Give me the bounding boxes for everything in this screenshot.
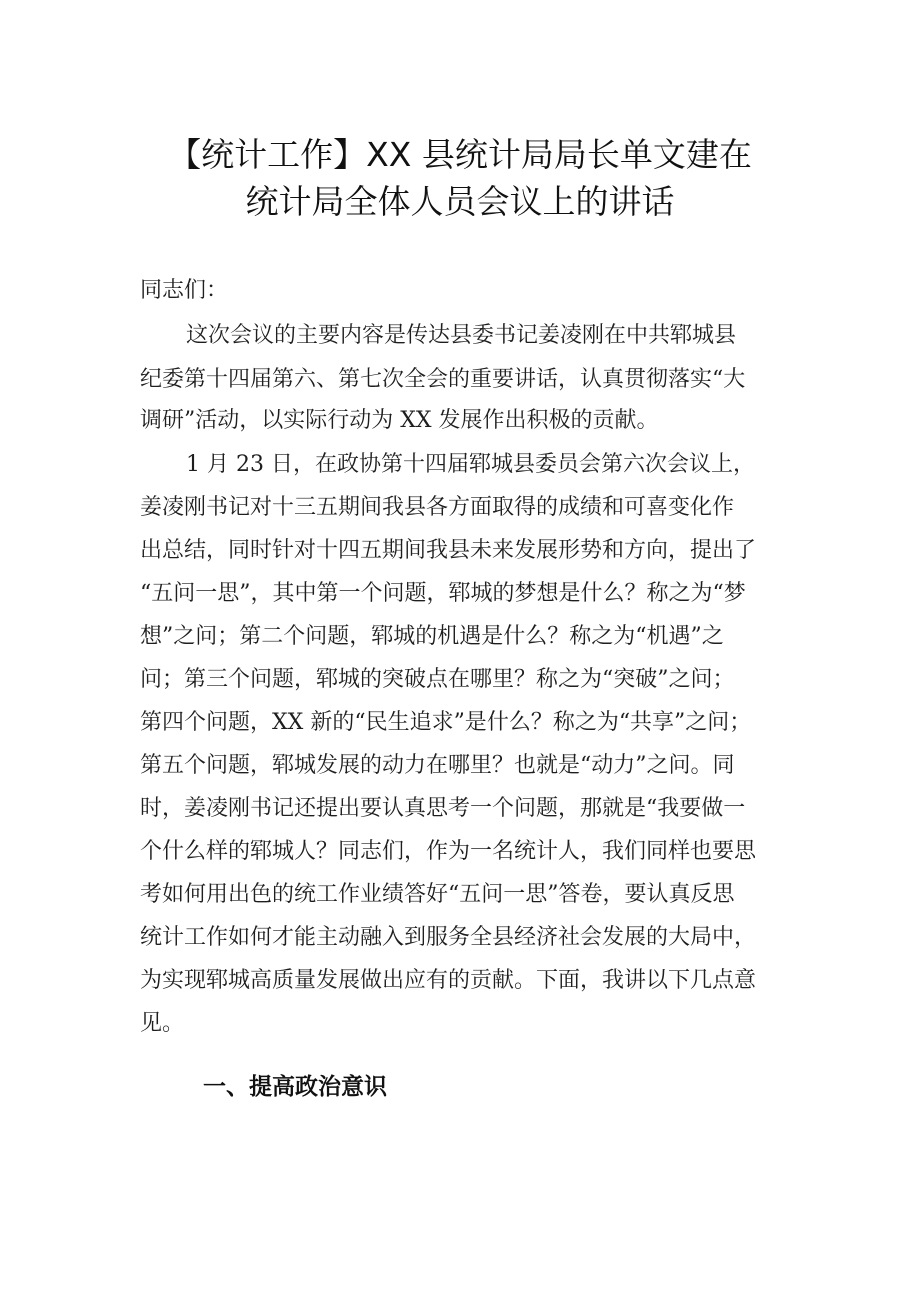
document-title-line-2: 统计局全体人员会议上的讲话 xyxy=(245,182,675,221)
paragraph-2-line-9: 时，姜凌刚书记还提出要认真思考一个问题，那就是“我要做一 xyxy=(140,796,746,821)
paragraph-2-line-5: 想”之问；第二个问题，郓城的机遇是什么？称之为“机遇”之 xyxy=(140,624,724,649)
paragraph-2-line-13: 为实现郓城高质量发展做出应有的贡献。下面，我讲以下几点意 xyxy=(140,968,757,993)
paragraph-2-line-6: 问；第三个问题，郓城的突破点在哪里？称之为“突破”之问； xyxy=(140,667,735,692)
paragraph-2-line-8: 第五个问题，郓城发展的动力在哪里？也就是“动力”之问。同 xyxy=(140,753,735,778)
paragraph-2-line-3: 出总结，同时针对十四五期间我县未来发展形势和方向，提出了 xyxy=(140,538,757,563)
paragraph-1-line-2: 纪委第十四届第六、第七次全会的重要讲话，认真贯彻落实“大 xyxy=(140,367,746,392)
paragraph-2-line-11: 考如何用出色的统工作业绩答好“五问一思”答卷，要认真反思 xyxy=(140,882,735,907)
paragraph-2-line-4: “五问一思”，其中第一个问题，郓城的梦想是什么？称之为“梦 xyxy=(140,581,746,606)
paragraph-2-line-10: 个什么样的郓城人？同志们，作为一名统计人，我们同样也要思 xyxy=(140,839,757,864)
document-title-line-1: 【统计工作】XX 县统计局局长单文建在 xyxy=(168,135,752,174)
paragraph-1-line-3: 调研”活动，以实际行动为 XX 发展作出积极的贡献。 xyxy=(140,408,659,433)
section-heading: 一、提高政治意识 xyxy=(203,1074,387,1100)
paragraph-2-line-14: 见。 xyxy=(140,1011,185,1036)
paragraph-2-line-2: 姜凌刚书记对十三五期间我县各方面取得的成绩和可喜变化作 xyxy=(140,495,735,520)
paragraph-2-line-12: 统计工作如何才能主动融入到服务全县经济社会发展的大局中， xyxy=(140,925,757,950)
salutation: 同志们： xyxy=(140,278,229,303)
paragraph-1-line-1: 这次会议的主要内容是传达县委书记姜凌刚在中共郓城县 xyxy=(186,323,737,348)
paragraph-2-line-1: 1 月 23 日，在政协第十四届郓城县委员会第六次会议上， xyxy=(186,452,755,477)
paragraph-2-line-7: 第四个问题，XX 新的“民生追求”是什么？称之为“共享”之问； xyxy=(140,710,752,735)
